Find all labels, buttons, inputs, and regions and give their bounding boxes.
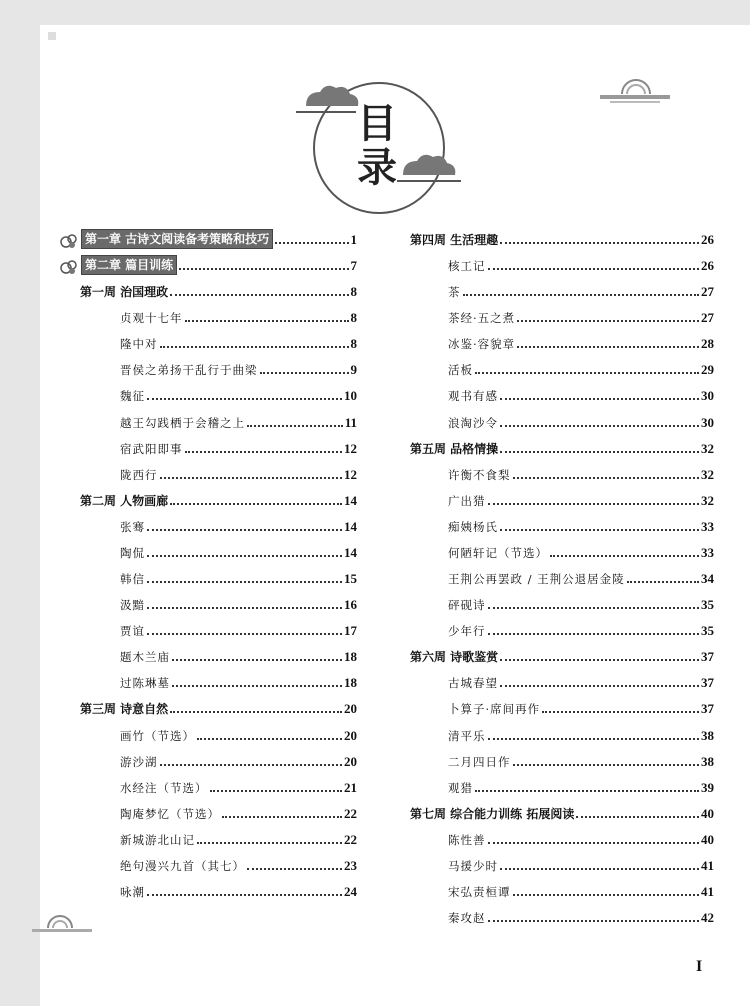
dot-leader bbox=[179, 268, 348, 270]
toc-label: 第二周 人物画廊 bbox=[80, 493, 169, 508]
toc-label: 卜算子·席间再作 bbox=[448, 702, 541, 717]
toc-label: 隆中对 bbox=[120, 337, 158, 352]
dot-leader bbox=[210, 790, 343, 792]
toc-label: 第七周 综合能力训练 拓展阅读 bbox=[410, 806, 575, 821]
toc-label: 王荆公再罢政 / 王荆公退居金陵 bbox=[448, 572, 625, 587]
dot-leader bbox=[627, 581, 699, 583]
toc-page-number: 30 bbox=[701, 388, 714, 404]
dot-leader bbox=[550, 555, 699, 557]
toc-label: 咏潮 bbox=[120, 885, 145, 899]
toc-label: 绝句漫兴九首（其七） bbox=[120, 858, 245, 873]
toc-label: 第二章 篇目训练 bbox=[81, 255, 177, 275]
title-char-1: 目 bbox=[357, 101, 397, 147]
toc-label: 古城春望 bbox=[448, 676, 498, 691]
toc-item[interactable] bbox=[448, 309, 714, 327]
dot-leader bbox=[488, 738, 700, 740]
toc-page-number: 40 bbox=[701, 805, 714, 821]
dot-leader bbox=[185, 451, 343, 453]
toc-item[interactable] bbox=[120, 309, 357, 327]
cloud-wave-decoration-top-right bbox=[600, 72, 670, 104]
toc-page-number: 14 bbox=[344, 518, 357, 534]
toc-item[interactable] bbox=[448, 335, 714, 353]
dot-leader bbox=[160, 764, 343, 766]
toc-label: 痴姨杨氏 bbox=[448, 519, 498, 534]
toc-page-number: 32 bbox=[701, 440, 714, 456]
toc-item[interactable] bbox=[448, 622, 714, 640]
toc-page-number: 34 bbox=[701, 571, 714, 587]
dot-leader bbox=[576, 816, 699, 818]
toc-item[interactable] bbox=[120, 466, 357, 484]
toc-label: 汲黯 bbox=[120, 598, 145, 613]
toc-page-number: 28 bbox=[701, 336, 714, 352]
dot-leader bbox=[147, 529, 342, 531]
toc-label: 越王勾践栖于会稽之上 bbox=[120, 415, 245, 430]
toc-page-number: 27 bbox=[701, 284, 714, 300]
dot-leader bbox=[500, 868, 699, 870]
toc-item[interactable] bbox=[448, 518, 714, 536]
dot-leader bbox=[170, 294, 348, 296]
toc-label: 第一章 古诗文阅读备考策略和技巧 bbox=[81, 229, 273, 249]
toc-item[interactable] bbox=[448, 414, 714, 432]
toc-page-number: 33 bbox=[701, 518, 714, 534]
toc-item[interactable] bbox=[448, 466, 714, 484]
toc-page-number: 37 bbox=[701, 649, 714, 665]
toc-page-number: 22 bbox=[344, 831, 357, 847]
toc-label: 第一周 治国理政 bbox=[80, 285, 169, 300]
toc-item[interactable] bbox=[120, 805, 357, 823]
toc-label: 第六周 诗歌鉴赏 bbox=[410, 650, 499, 665]
toc-page-number: 18 bbox=[344, 675, 357, 691]
toc-item[interactable] bbox=[448, 857, 714, 875]
dot-leader bbox=[488, 920, 700, 922]
dot-leader bbox=[147, 894, 342, 896]
toc-page-number: 1 bbox=[350, 232, 357, 247]
toc-item[interactable] bbox=[120, 622, 357, 640]
toc-page-number: 18 bbox=[344, 649, 357, 665]
toc-item[interactable] bbox=[448, 257, 714, 275]
toc-label: 宋弘责桓谭 bbox=[448, 885, 511, 899]
dot-leader bbox=[488, 842, 700, 844]
toc-label: 冰鉴·容貌章 bbox=[448, 337, 516, 352]
toc-page-number: 32 bbox=[701, 466, 714, 482]
toc-page-number: 22 bbox=[344, 805, 357, 821]
toc-label: 第五周 品格情操 bbox=[410, 441, 499, 456]
dot-leader bbox=[517, 346, 699, 348]
dot-leader bbox=[160, 477, 343, 479]
toc-item[interactable] bbox=[448, 727, 714, 745]
toc-item[interactable] bbox=[448, 674, 714, 692]
toc-week[interactable] bbox=[410, 805, 714, 823]
toc-label: 宿武阳即事 bbox=[120, 441, 183, 456]
toc-item[interactable] bbox=[120, 831, 357, 849]
toc-week[interactable] bbox=[80, 283, 357, 301]
toc-page-number: 40 bbox=[701, 831, 714, 847]
toc-item[interactable] bbox=[120, 440, 357, 458]
toc-page-number: 16 bbox=[344, 597, 357, 613]
dot-leader bbox=[513, 894, 700, 896]
toc-page-number: 9 bbox=[350, 362, 357, 378]
toc-page-number: 21 bbox=[344, 779, 357, 795]
toc-page-number: 26 bbox=[701, 258, 714, 274]
dot-leader bbox=[500, 659, 699, 661]
toc-label: 清平乐 bbox=[448, 728, 486, 743]
dot-leader bbox=[247, 868, 342, 870]
toc-page-number: 41 bbox=[701, 884, 714, 899]
corner-decoration bbox=[48, 32, 56, 40]
toc-page-number: 11 bbox=[344, 414, 357, 430]
toc-item[interactable] bbox=[120, 857, 357, 875]
dot-leader bbox=[170, 503, 342, 505]
toc-item[interactable] bbox=[120, 335, 357, 353]
dot-leader bbox=[170, 711, 342, 713]
toc-page-number: 8 bbox=[350, 310, 357, 326]
toc-label: 许衡不食梨 bbox=[448, 467, 511, 482]
toc-page-number: 37 bbox=[701, 675, 714, 691]
toc-page-number: 12 bbox=[344, 466, 357, 482]
toc-item[interactable] bbox=[120, 753, 357, 771]
toc-item[interactable] bbox=[120, 674, 357, 692]
toc-page-number: 38 bbox=[701, 727, 714, 743]
dot-leader bbox=[513, 477, 700, 479]
dot-leader bbox=[488, 633, 700, 635]
toc-item[interactable] bbox=[448, 909, 714, 927]
toc-label: 第三周 诗意自然 bbox=[80, 702, 169, 717]
toc-item[interactable] bbox=[448, 883, 714, 901]
toc-page-number: 14 bbox=[344, 544, 357, 560]
toc-item[interactable] bbox=[448, 570, 714, 588]
toc-label: 活板 bbox=[448, 363, 473, 378]
toc-label: 新城游北山记 bbox=[120, 832, 195, 847]
toc-page-number: 41 bbox=[701, 857, 714, 873]
toc-item[interactable] bbox=[120, 883, 357, 901]
dot-leader bbox=[147, 633, 342, 635]
toc-label: 韩信 bbox=[120, 572, 145, 587]
toc-page-number: 38 bbox=[701, 753, 714, 769]
toc-item[interactable] bbox=[120, 361, 357, 379]
toc-label: 茶经·五之煮 bbox=[448, 311, 516, 326]
cloud-icon bbox=[60, 233, 78, 249]
toc-page-number: 20 bbox=[344, 701, 357, 717]
toc-page-number: 14 bbox=[344, 492, 357, 508]
toc-label: 广出猎 bbox=[448, 493, 486, 508]
dot-leader bbox=[172, 659, 342, 661]
toc-label: 题木兰庙 bbox=[120, 650, 170, 665]
toc-label: 少年行 bbox=[448, 624, 486, 639]
dot-leader bbox=[197, 738, 342, 740]
dot-leader bbox=[488, 607, 700, 609]
toc-page-number: 17 bbox=[344, 623, 357, 639]
toc-label: 观书有感 bbox=[448, 389, 498, 404]
toc-label: 核工记 bbox=[448, 259, 486, 274]
dot-leader bbox=[160, 346, 349, 348]
toc-page-number: 35 bbox=[701, 597, 714, 613]
toc-item[interactable] bbox=[120, 570, 357, 588]
dot-leader bbox=[500, 425, 699, 427]
toc-page-number: 42 bbox=[701, 910, 714, 926]
dot-leader bbox=[517, 320, 699, 322]
dot-leader bbox=[488, 503, 700, 505]
toc-label: 贾谊 bbox=[120, 624, 145, 639]
toc-item[interactable] bbox=[120, 779, 357, 797]
dot-leader bbox=[542, 711, 699, 713]
dot-leader bbox=[500, 529, 699, 531]
toc-label: 画竹（节选） bbox=[120, 728, 195, 743]
toc-item[interactable] bbox=[448, 544, 714, 562]
dot-leader bbox=[260, 372, 349, 374]
dot-leader bbox=[488, 268, 700, 270]
dot-leader bbox=[500, 451, 699, 453]
toc-item[interactable] bbox=[120, 596, 357, 614]
toc-item[interactable] bbox=[448, 700, 714, 718]
dot-leader bbox=[185, 320, 349, 322]
toc-item[interactable] bbox=[448, 492, 714, 510]
dot-leader bbox=[197, 842, 342, 844]
toc-chapter[interactable] bbox=[60, 257, 357, 275]
toc-label: 游沙湖 bbox=[120, 754, 158, 769]
toc-label: 马援少时 bbox=[448, 858, 498, 873]
toc-item[interactable] bbox=[448, 779, 714, 797]
toc-page-number: 37 bbox=[701, 701, 714, 717]
dot-leader bbox=[500, 685, 699, 687]
toc-label: 贞观十七年 bbox=[120, 311, 183, 326]
toc-page-number: 27 bbox=[701, 310, 714, 326]
dot-leader bbox=[222, 816, 342, 818]
toc-page-number: 8 bbox=[350, 336, 357, 352]
toc-item[interactable] bbox=[120, 648, 357, 666]
toc-page-number: 7 bbox=[350, 258, 357, 274]
page-number: I bbox=[696, 958, 703, 975]
toc-label: 陶侃 bbox=[120, 545, 145, 560]
toc-page-number: 24 bbox=[344, 884, 357, 899]
toc-label: 晋侯之弟扬干乱行于曲梁 bbox=[120, 363, 258, 378]
toc-week[interactable] bbox=[410, 648, 714, 666]
dot-leader bbox=[513, 764, 700, 766]
toc-label: 陶庵梦忆（节选） bbox=[120, 806, 220, 821]
dot-leader bbox=[475, 372, 699, 374]
toc-label: 张骞 bbox=[120, 519, 145, 534]
dot-leader bbox=[500, 242, 699, 244]
title-char-2: 录 bbox=[357, 145, 397, 191]
toc-page-number: 12 bbox=[344, 440, 357, 456]
toc-item[interactable] bbox=[448, 283, 714, 301]
toc-label: 陈性善 bbox=[448, 832, 486, 847]
toc-page-number: 10 bbox=[344, 388, 357, 404]
toc-label: 砰砚诗 bbox=[448, 598, 486, 613]
toc-item[interactable] bbox=[120, 727, 357, 745]
toc-label: 观猎 bbox=[448, 780, 473, 795]
toc-item[interactable] bbox=[448, 387, 714, 405]
toc-item[interactable] bbox=[120, 414, 357, 432]
toc-label: 陇西行 bbox=[120, 467, 158, 482]
dot-leader bbox=[247, 425, 343, 427]
toc-week[interactable] bbox=[80, 700, 357, 718]
toc-item[interactable] bbox=[120, 518, 357, 536]
dot-leader bbox=[147, 555, 342, 557]
toc-chapter[interactable] bbox=[60, 231, 357, 249]
toc-label: 第四周 生活理趣 bbox=[410, 233, 499, 247]
toc-item[interactable] bbox=[120, 544, 357, 562]
toc-week[interactable] bbox=[80, 492, 357, 510]
toc-label: 过陈琳墓 bbox=[120, 676, 170, 691]
toc-page-number: 20 bbox=[344, 753, 357, 769]
dot-leader bbox=[275, 242, 348, 244]
toc-page-number: 26 bbox=[701, 232, 714, 247]
toc-label: 何陋轩记（节选） bbox=[448, 545, 548, 560]
toc-item[interactable] bbox=[448, 831, 714, 849]
toc-label: 魏征 bbox=[120, 389, 145, 404]
dot-leader bbox=[500, 398, 699, 400]
dot-leader bbox=[147, 607, 342, 609]
toc-page-number: 20 bbox=[344, 727, 357, 743]
toc-page-number: 15 bbox=[344, 571, 357, 587]
toc-label: 秦攻赵 bbox=[448, 911, 486, 926]
toc-label: 浪淘沙令 bbox=[448, 415, 498, 430]
toc-page-number: 23 bbox=[344, 857, 357, 873]
dot-leader bbox=[172, 685, 342, 687]
toc-label: 水经注（节选） bbox=[120, 780, 208, 795]
toc-item[interactable] bbox=[120, 387, 357, 405]
toc-page-number: 39 bbox=[701, 779, 714, 795]
toc-item[interactable] bbox=[448, 753, 714, 771]
toc-page-number: 33 bbox=[701, 544, 714, 560]
dot-leader bbox=[147, 398, 342, 400]
dot-leader bbox=[147, 581, 342, 583]
cloud-wave-decoration-bottom-left bbox=[32, 908, 92, 936]
toc-page-number: 30 bbox=[701, 414, 714, 430]
dot-leader bbox=[463, 294, 700, 296]
toc-week[interactable] bbox=[410, 440, 714, 458]
toc-page-number: 32 bbox=[701, 492, 714, 508]
toc-page-number: 8 bbox=[350, 284, 357, 300]
toc-item[interactable] bbox=[448, 596, 714, 614]
cloud-icon bbox=[60, 259, 78, 275]
toc-week[interactable] bbox=[410, 231, 714, 249]
toc-item[interactable] bbox=[448, 361, 714, 379]
dot-leader bbox=[475, 790, 699, 792]
toc-label: 二月四日作 bbox=[448, 754, 511, 769]
toc-label: 茶 bbox=[448, 285, 461, 300]
toc-page-number: 35 bbox=[701, 623, 714, 639]
toc-page-number: 29 bbox=[701, 362, 714, 378]
